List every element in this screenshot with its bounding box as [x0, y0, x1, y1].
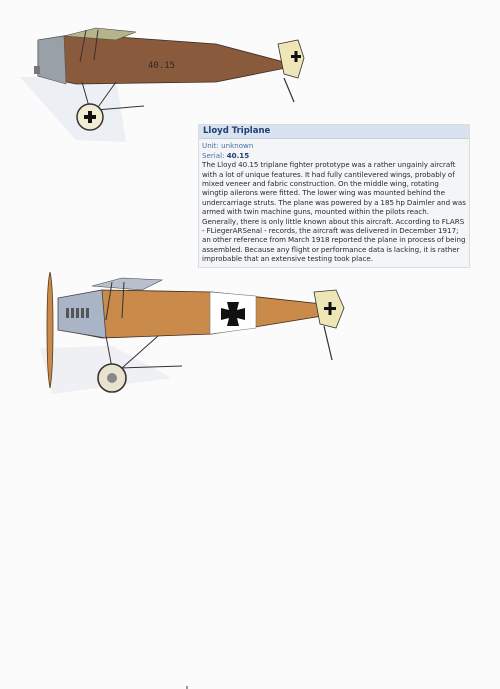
tail-skid [284, 78, 294, 102]
aircraft-title: Lloyd Triplane [199, 125, 469, 139]
nose-cap [34, 66, 40, 74]
propeller [47, 272, 53, 388]
unit-label: Unit: [202, 141, 219, 151]
lloyd-triplane-bottom-profile [32, 268, 362, 398]
wheel-hub [107, 373, 117, 383]
unit-row [202, 141, 466, 150]
tail-skid [324, 326, 332, 360]
serial-value: 40.15 [226, 150, 250, 160]
engine-cowling [38, 36, 66, 84]
fuselage-marking: 40.15 [148, 61, 176, 71]
fuselage [38, 34, 286, 84]
aircraft-info-card [198, 124, 470, 268]
upper-wing [92, 278, 162, 290]
aircraft-description: The Lloyd 40.15 triplane fighter prototype was a rather ungainly aircraft with a lot of unique features. It had fully cantilevered wings, probably of mixed veneer and fabric construction. On the middle wing, rotating wingtip ailerons were fitted. The lower wing was mounted behind the undercarriage struts. The plane was powered by a 185 hp Daimler and was armed with twin machine guns, mounted within the pilots reach. Generally, there is only little known about this aircraft. According to FLARS - FLiegerARSenal - records, the aircraft was delivered in December 1917; an other reference from March 1918 reported the plane in process of being assembled. Because any flight or performance data is lacking, it is rather improbable that an extensive testing took place. [202, 160, 466, 264]
unit-value: unknown [221, 141, 254, 151]
tail-fin [278, 40, 304, 78]
info-body [199, 139, 469, 263]
serial-row [202, 151, 466, 160]
serial-label: Serial: [202, 150, 225, 160]
background-shade [20, 77, 126, 142]
